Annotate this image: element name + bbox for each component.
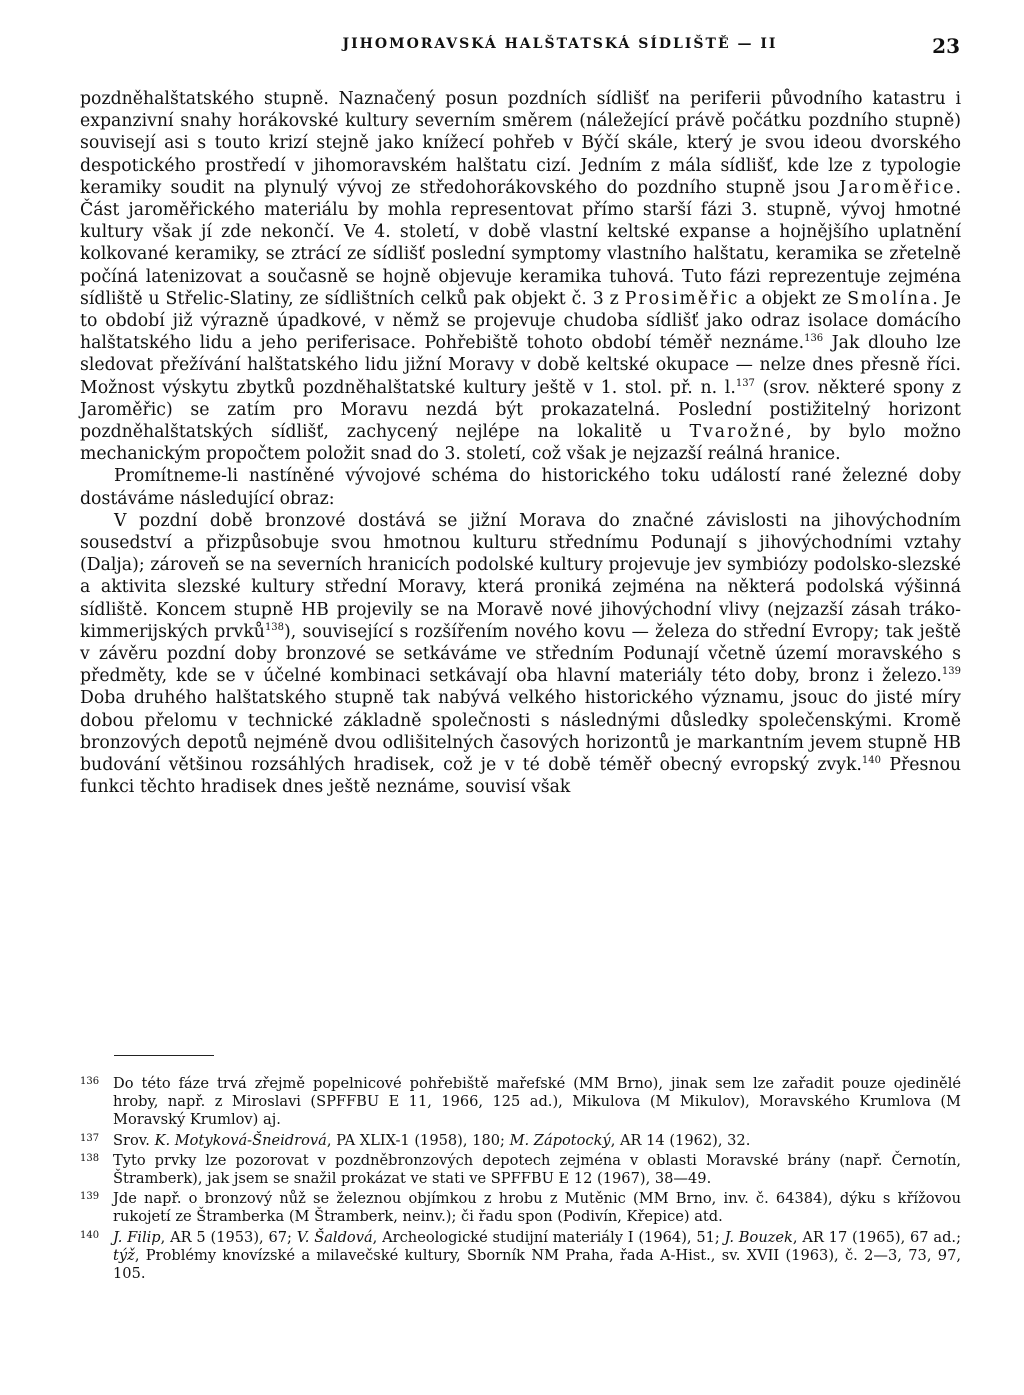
place-name: Tvarožné xyxy=(689,422,787,443)
footnote-number: 137 xyxy=(80,1132,100,1144)
footnote-text: Tyto prvky lze pozorovat v pozdněbronzových depotech zejména v oblasti Moravské brány (např. Černotín, Štramberk), jak jsem se snažil prokázat ve stati ve SPFFBU E 12 (1967), 38—49. xyxy=(113,1151,961,1188)
footnote-139 xyxy=(80,1190,961,1226)
footnote-136 xyxy=(80,1075,961,1130)
place-name: Jaroměřice xyxy=(839,177,956,198)
footnote-ref-137[interactable]: 137 xyxy=(735,377,755,389)
place-name: Prosiměřic xyxy=(624,288,740,309)
footnote-ref-139[interactable]: 139 xyxy=(941,666,961,678)
text-run: a objekt ze xyxy=(739,288,848,309)
text-run: Přesnou funkci těchto hradisek dnes ještě neznáme, souvisí však xyxy=(80,755,961,798)
footnotes-section xyxy=(80,1075,961,1285)
footnote-text: , Problémy knovízské a milavečské kultury, Sborník NM Praha, řada A-Hist., sv. XVII (1963), č. 2—3, 73, 97, 105. xyxy=(113,1246,961,1283)
text-run: . Je to období již výrazně úpadkové, v němž se projevuje chudoba sídlišť jako odraz isolace domácího halštatského lidu a jeho periferisace. Pohřebiště tohoto období téměř neznáme. xyxy=(80,288,961,354)
author-name: K. Motyková-Šneidrová xyxy=(154,1131,327,1149)
footnote-text: Do této fáze trvá zřejmě popelnicové pohřebiště mařefské (MM Brno), jinak sem lze zařadit pouze ojedinělé hroby, např. z Miroslavi (SPFFBU E 11, 1966, 125 ad.), Mikulova (M Mikulov), Moravského Krumlova (M Moravský Krumlov) aj. xyxy=(113,1075,961,1129)
text-run: pozdněhalštatského stupně. Naznačený posun pozdních sídlišť na periferii původního katastru i expanzivní snahy horákovské kultury severním směrem (náležející právě počátku pozdního stupně) souvisejí asi s touto krizí stejně jako knížecí pohřeb v Býčí skále, který je svou ideou dvorského despotického prostředí v jihomoravském halštatu cizí. Jedním z mála sídlišť, kde lze z typologie keramiky soudit na plynulý vývoj ze středohorákovského do pozdního stupně jsou xyxy=(80,89,961,198)
running-title: JIHOMORAVSKÁ HALŠTATSKÁ SÍDLIŠTĚ — II xyxy=(342,36,778,52)
author-name: V. Šaldová xyxy=(296,1228,373,1246)
footnote-text: , PA XLIX-1 (1958), 180; xyxy=(326,1131,510,1149)
main-text xyxy=(80,88,961,799)
footnote-138 xyxy=(80,1152,961,1188)
footnote-text: Jde např. o bronzový nůž se železnou objímkou z hrobu z Mutěnic (MM Brno, inv. č. 64384), dýku s křížovou rukojetí ze Štramberka (M Štramberk, neinv.); či řadu spon (Podivín, Křepice) atd. xyxy=(113,1190,961,1226)
footnote-text: , AR 5 (1953), 67; xyxy=(160,1228,297,1246)
text-run: Jak dlouho lze sledovat přežívání halštatského lidu jižní Moravy v době keltské okupace — nelze dnes přesně říci. Možnost výskytu zbytků pozdněhalštatské kultury ještě v 1. stol. př. n. l. xyxy=(80,333,962,398)
text-run: Doba druhého halštatského stupně tak nabývá velkého historického významu, jsouc do jisté míry dobou přelomu v technické základně společnosti s následnými důsledky společenskými. Kromě bronzových depotů nejméně dvou odlišitelných časových horizontů je markantním jevem stupně HB budování většinou rozsáhlých hradisek, což je v té době téměř obecný evropský zvyk. xyxy=(80,688,961,776)
text-run: V pozdní době bronzové dostává se jižní Morava do značné závislosti na jihovýchodním sousedství a přizpůsobuje svou hmotnou kulturu střednímu Podunají s jihovýchodními vztahy (Dalja); zároveň se na severních hranicích podolské kultury projevuje jev symbiózy podolsko-slezské a aktivita slezské kultury střední Moravy, která proniká zejména na některá podolská výšinná sídliště. Koncem stupně HB projevily se na Moravě nové jihovýchodní vlivy (nejzazší zásah tráko-kimmerijských prvků xyxy=(80,510,961,642)
footnote-140 xyxy=(80,1229,961,1284)
footnote-137 xyxy=(80,1132,961,1150)
footnote-number: 138 xyxy=(80,1152,100,1164)
footnote-number: 139 xyxy=(80,1191,100,1203)
page-number: 23 xyxy=(932,34,960,58)
footnote-text: , AR 14 (1962), 32. xyxy=(610,1131,751,1149)
place-name: Smolína xyxy=(847,288,933,309)
footnote-number: 136 xyxy=(80,1076,100,1087)
text-run: (srov. některé spony z Jaroměřic) se zatím pro Moravu nezdá být prokazatelná. Poslední postižitelný horizont pozdněhalštatských sídlišť, zachycený nejlépe na lokalitě u xyxy=(80,377,961,443)
footnote-ref-140[interactable]: 140 xyxy=(861,755,882,767)
paragraph-1 xyxy=(80,88,961,465)
footnote-number: 140 xyxy=(80,1229,100,1241)
paragraph-3 xyxy=(80,510,961,799)
footnote-divider xyxy=(114,1055,214,1056)
footnote-text: , Archeologické studijní materiály I (1964), 51; xyxy=(372,1228,725,1246)
text-run: . Část jaroměřického materiálu by mohla representovat přímo starší fázi 3. stupně, vývoj hmotné kultury však jí zde nekončí. Ve 4. století, v době vlastní keltské expanse a hojnějšího uplatnění kolkované keramiky, se ztrácí ze sídlišť poslední symptomy vlastního halštatu, keramika se zřetelně počíná latenizovat a současně se hojně objevuje keramika tuhová. Tuto fázi reprezentuje zejména sídliště u Střelic-Slatiny, ze sídlištních celků pak objekt č. 3 z xyxy=(80,177,961,309)
footnote-text: Srov. xyxy=(113,1131,155,1149)
author-name: J. Filip xyxy=(113,1228,161,1246)
text-run: , by bylo možno mechanickým propočtem položit snad do 3. století, což však je nejzazší reálná hranice. xyxy=(80,422,962,465)
paragraph-2: Promítneme-li nastíněné vývojové schéma do historického toku událostí rané železné doby dostáváme následující obraz: xyxy=(80,466,961,509)
footnote-ref-138[interactable]: 138 xyxy=(264,622,285,634)
page-header xyxy=(80,34,960,60)
author-name: týž xyxy=(113,1246,135,1264)
text-run: ), související s rozšířením nového kovu — železa do střední Evropy; tak ještě v závěru pozdní doby bronzové se setkáváme ve středním Podunají včetně území moravského s předměty, kde se v účelné kombinaci setkávají oba hlavní materiály této doby, bronz i železo. xyxy=(80,621,961,687)
footnote-text: , AR 17 (1965), 67 ad.; xyxy=(792,1228,961,1246)
author-name: J. Bouzek xyxy=(724,1228,793,1246)
author-name: M. Zápotocký xyxy=(509,1131,611,1149)
footnote-ref-136[interactable]: 136 xyxy=(804,333,824,345)
